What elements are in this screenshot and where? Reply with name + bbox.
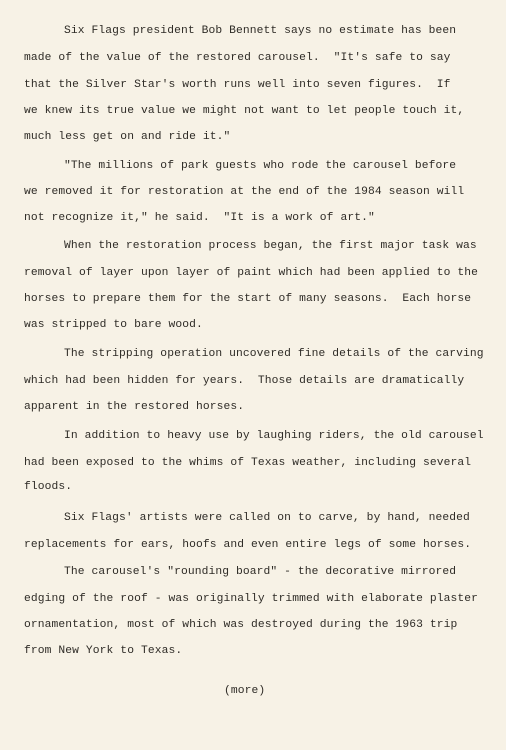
paragraph-7-line-1: The carousel's "rounding board" - the decorative mirrored xyxy=(64,566,457,578)
paragraph-5-line-1: In addition to heavy use by laughing riders, the old carousel xyxy=(64,430,484,442)
paragraph-4-line-1: The stripping operation uncovered fine details of the carving xyxy=(64,348,484,360)
paragraph-2-line-1: "The millions of park guests who rode the carousel before xyxy=(64,160,457,172)
paragraph-4-line-3: apparent in the restored horses. xyxy=(24,401,245,413)
paragraph-7-line-4: from New York to Texas. xyxy=(24,645,183,657)
paragraph-1-line-3: that the Silver Star's worth runs well into seven figures. If xyxy=(24,79,451,91)
paragraph-3-line-3: horses to prepare them for the start of many seasons. Each horse xyxy=(24,293,472,305)
paragraph-4-line-2: which had been hidden for years. Those details are dramatically xyxy=(24,375,465,387)
paragraph-3-line-4: was stripped to bare wood. xyxy=(24,319,203,331)
paragraph-5-line-3: floods. xyxy=(24,481,73,493)
paragraph-1-line-5: much less get on and ride it." xyxy=(24,131,231,143)
paragraph-1-line-1: Six Flags president Bob Bennett says no estimate has been xyxy=(64,25,457,37)
paragraph-5-line-2: had been exposed to the whims of Texas weather, including several xyxy=(24,457,472,469)
paragraph-1-line-4: we knew its true value we might not want to let people touch it, xyxy=(24,105,465,117)
paragraph-7-line-3: ornamentation, most of which was destroyed during the 1963 trip xyxy=(24,619,458,631)
paragraph-6-line-1: Six Flags' artists were called on to carve, by hand, needed xyxy=(64,512,470,524)
paragraph-2-line-2: we removed it for restoration at the end of the 1984 season will xyxy=(24,186,465,198)
paragraph-6-line-2: replacements for ears, hoofs and even entire legs of some horses. xyxy=(24,539,472,551)
paragraph-7-line-2: edging of the roof - was originally trimmed with elaborate plaster xyxy=(24,593,479,605)
paragraph-3-line-1: When the restoration process began, the first major task was xyxy=(64,240,477,252)
more-indicator: (more) xyxy=(224,685,266,697)
paragraph-2-line-3: not recognize it," he said. "It is a work of art." xyxy=(24,212,375,224)
paragraph-1-line-2: made of the value of the restored carousel. "It's safe to say xyxy=(24,52,451,64)
paragraph-3-line-2: removal of layer upon layer of paint which had been applied to the xyxy=(24,267,479,279)
